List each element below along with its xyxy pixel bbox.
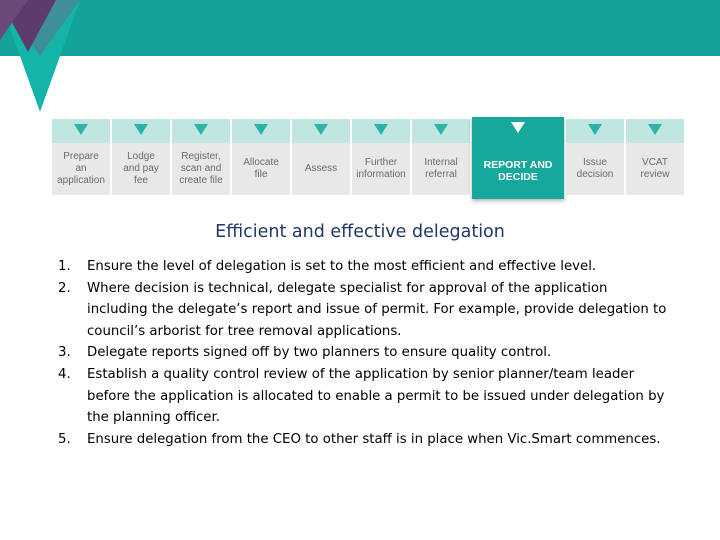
item-text: Ensure the level of delegation is set to the most efficient and effective level. xyxy=(87,259,597,274)
step-issue-decision xyxy=(566,119,624,195)
step-vcat-review xyxy=(626,119,684,195)
chevron-down-icon xyxy=(352,119,410,143)
item-text: Delegate reports signed off by two planners to ensure quality control. xyxy=(87,345,552,361)
list-item xyxy=(58,278,668,343)
step-report-and-decide xyxy=(472,117,564,199)
header-band xyxy=(0,0,720,56)
step-assess xyxy=(292,119,350,195)
chevron-down-icon xyxy=(52,119,110,143)
step-label: Register, scan and create file xyxy=(172,143,230,195)
list-item xyxy=(58,342,668,364)
item-text: Ensure delegation from the CEO to other staff is in place when Vic.Smart commences. xyxy=(87,431,661,447)
step-register xyxy=(172,119,230,195)
list-item xyxy=(58,429,668,451)
item-number: 4. xyxy=(58,366,71,382)
step-label: Allocate file xyxy=(232,143,290,195)
step-lodge xyxy=(112,119,170,195)
list-item xyxy=(58,256,668,278)
chevron-down-icon xyxy=(412,119,470,143)
planning-process-flow xyxy=(52,119,683,195)
step-label: VCAT review xyxy=(626,143,684,195)
chevron-down-icon xyxy=(292,119,350,143)
step-internal-referral xyxy=(412,119,470,195)
delegation-list xyxy=(58,256,668,450)
step-further-information xyxy=(352,119,410,195)
item-text: Where decision is technical, delegate specialist for approval of the application including the delegate’s report and issue of permit. For example, provide delegation to council’s arborist for tree removal applications. xyxy=(87,280,667,339)
chevron-down-icon xyxy=(472,117,564,143)
chevron-down-icon xyxy=(172,119,230,143)
chevron-down-icon xyxy=(626,119,684,143)
item-text: Establish a quality control review of the application by senior planner/team leader before the application is allocated to enable a permit to be issued under delegation by the planning officer. xyxy=(87,366,665,426)
item-number: 5. xyxy=(58,431,71,447)
item-number: 2. xyxy=(58,280,71,296)
step-label: Internal referral xyxy=(412,143,470,195)
step-label: Further information xyxy=(352,143,410,195)
step-label: Prepare an application xyxy=(52,143,110,195)
slide-title: Efficient and effective delegation xyxy=(215,222,505,242)
step-allocate xyxy=(232,119,290,195)
item-number: 3. xyxy=(58,345,71,361)
step-label: Lodge and pay fee xyxy=(112,143,170,195)
list-item xyxy=(58,364,668,429)
chevron-down-icon xyxy=(232,119,290,143)
corner-triangles-decoration xyxy=(0,0,90,112)
step-label: Assess xyxy=(292,143,350,195)
item-number: 1. xyxy=(58,259,71,274)
step-label: Issue decision xyxy=(566,143,624,195)
chevron-down-icon xyxy=(566,119,624,143)
step-label: REPORT AND DECIDE xyxy=(472,143,564,199)
step-prepare xyxy=(52,119,110,195)
chevron-down-icon xyxy=(112,119,170,143)
